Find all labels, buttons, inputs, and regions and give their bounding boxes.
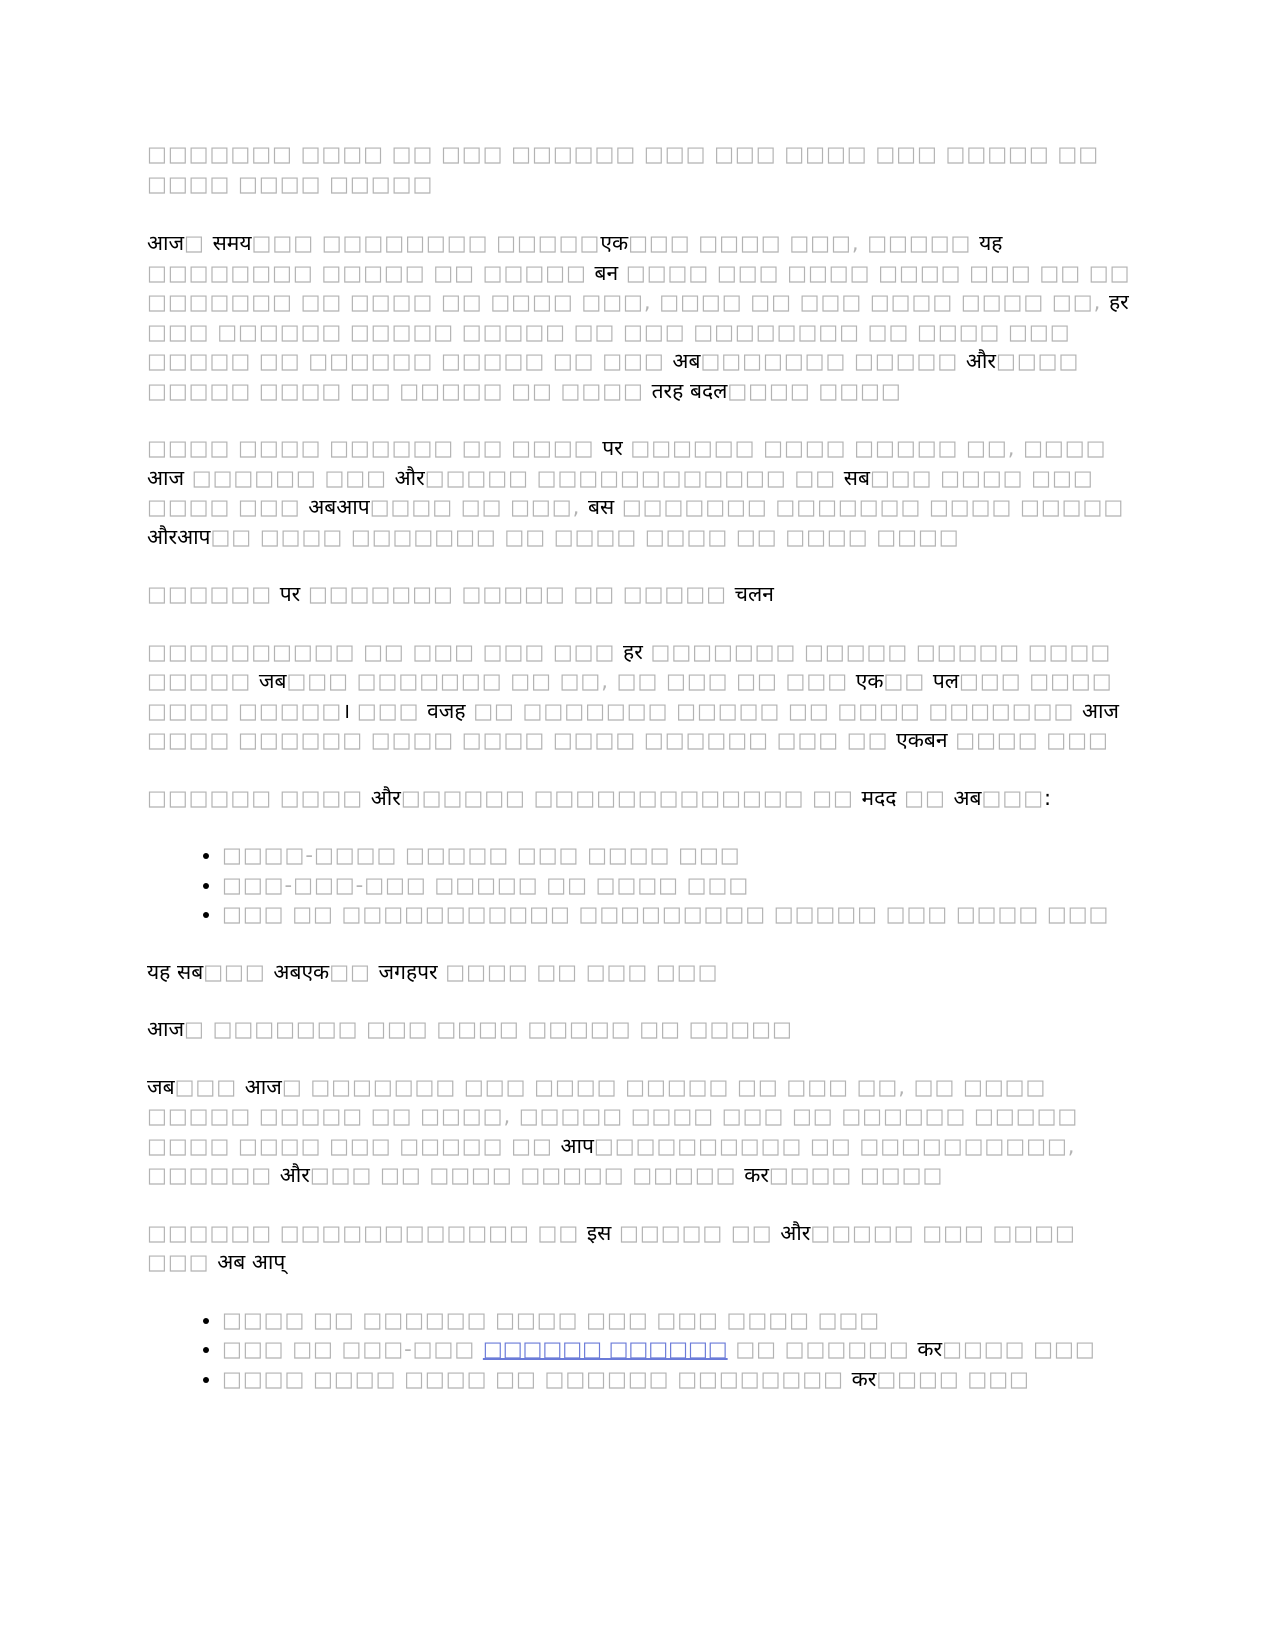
unrendered-glyph-run: □□ (896, 785, 954, 810)
text-run: हर (1108, 290, 1129, 314)
list-item (222, 841, 1137, 871)
paragraph (147, 1015, 1137, 1045)
unrendered-glyph-run: □□□□□□□□□□ □□ □□□ □□□ □□□ (147, 639, 624, 664)
paragraph (147, 638, 1137, 756)
unrendered-glyph-run: □□□□ □□□□□ □□□□ □□ □□□□□ □□ □□□□ (147, 349, 1080, 403)
unrendered-glyph-run: □ □□□□□□□ □□□ □□□□ □□□□□ □□ □□□□□ (184, 1017, 793, 1041)
unrendered-glyph-run: □□□□ □□□□ □□□□□□ □□ □□□□ (147, 436, 603, 460)
unrendered-glyph-run: □□ □□□□□□ (727, 1337, 918, 1361)
text-run: मदद (861, 785, 897, 810)
text-run: वजह (427, 698, 466, 723)
unrendered-glyph-run: □□□ (356, 698, 428, 723)
unrendered-glyph-run: □□□ (203, 959, 274, 984)
unrendered-glyph-run: □□ (883, 669, 933, 693)
text-run: आज (244, 1074, 282, 1099)
text-run: । (342, 698, 357, 723)
list-item (222, 1365, 1137, 1395)
unrendered-glyph-run: □ (184, 231, 213, 255)
unrendered-glyph-run: □□□□-□□□□ □□□□□ □□□ □□□□ □□□ (222, 843, 741, 867)
text-run: और (780, 1220, 811, 1245)
unrendered-glyph-run: □□ □□□□□□□ □□□□□ □□ □□□□ □□□□□□□ (465, 698, 1082, 723)
text-run: इस (586, 1220, 612, 1245)
list-item (222, 871, 1137, 901)
unrendered-glyph-run: □ □□□□□□□ □□□ □□□□ □□□□□ □□ □□□ □□, □□ □□□□ □□□□□ □□□□□ □□ □□□□, □□□□□ □□□□ □□□ □□ □□□□□□ □□□□□ □□□□ □□□□ □□□ □□□□□ □□ (147, 1074, 1079, 1158)
unrendered-glyph-run: □□□ (981, 785, 1045, 810)
paragraph (147, 580, 1137, 610)
unrendered-glyph-run: □□□□□□ □□□□ □□□□□ □□, □□□□ (622, 436, 1107, 460)
unrendered-glyph-run: □□□□ □□□ (947, 728, 1109, 752)
unrendered-glyph-run: □□□□ □□□□ □□□□ □□ □□□□□□ □□□□□□□□ (222, 1366, 852, 1391)
unrendered-glyph-run: □□□□ □□□□□□ □□□□ □□□□ □□□□ □□□□□□ □□□ □□ (147, 728, 897, 752)
text-run: जब (147, 1074, 175, 1099)
document-page (147, 140, 1137, 1422)
unrendered-glyph-run: □□□□□□□ □□□□□ (700, 349, 966, 373)
text-run: जब (258, 669, 287, 693)
unrendered-glyph-run: □□□□□□ □□□□□□□□□□□□□ □□ (400, 785, 862, 810)
unrendered-glyph-run: □□□ □□□□□□□ □□ □□, □□ □□□ □□ □□□ (286, 669, 856, 693)
text-run: और (279, 1163, 310, 1187)
text-run: कर (917, 1337, 943, 1361)
unrendered-glyph-run: □□□ (174, 1074, 245, 1099)
text-run: आप (560, 1133, 594, 1158)
paragraph (147, 1219, 1137, 1278)
unrendered-glyph-run: □□□ □□□□ □□□□ □□□□□ (147, 669, 1113, 723)
text-run: अबएक (273, 959, 330, 984)
text-run: कर (851, 1366, 877, 1391)
list-item (222, 1335, 1137, 1365)
text-run: और (394, 465, 425, 490)
paragraph (147, 434, 1137, 552)
text-run: और (965, 349, 996, 373)
unrendered-glyph-run: □□□□□ □□□ □□□□ □□□ (147, 1220, 1076, 1274)
paragraph (147, 958, 1137, 988)
document-heading (147, 140, 1137, 199)
text-run: : (1044, 785, 1052, 810)
text-run: तरह बदल (651, 378, 728, 403)
unrendered-glyph-run: □□□□ □□□ □□□□ □□□□ □□□ □□ □□ □□□□□□□ □□ □□□□ □□ □□□□ □□□, □□□□ □□ □□□ □□□□ □□□□ □□, (147, 260, 1131, 314)
bullet-list (147, 1306, 1137, 1395)
text-run: पर (279, 582, 301, 606)
text-run: अब (672, 349, 701, 373)
text-run: आज (147, 1017, 185, 1041)
text-run: अब आप् (217, 1250, 286, 1274)
unrendered-glyph-run: □□□□□□□ □□□□□ □□□□□ □□□□ □□□□□ (147, 639, 1112, 693)
unrendered-glyph-run: □□□ □□ □□□-□□□ (222, 1337, 483, 1361)
unrendered-glyph-run: □□□□□□□ □□□□□ □□ □□□□□ (300, 582, 735, 606)
text-run: हर (623, 639, 643, 664)
text-run: पल (932, 669, 960, 693)
unrendered-glyph-run: □□□□□□□ □□□□□□□ □□□□ □□□□□ (614, 495, 1125, 519)
unrendered-glyph-run: □□ (329, 959, 379, 984)
text-run: अब (953, 785, 982, 810)
unrendered-glyph-run: □□□ □□□□ □□□ □□□□ □□□ (147, 465, 1094, 519)
text-run: और (370, 785, 401, 810)
unrendered-glyph-run: □□□ □□□□□□□□ □□□□□ (251, 231, 601, 255)
text-run: एकबन (896, 728, 948, 752)
text-run: कर (744, 1163, 769, 1187)
unrendered-glyph-run: □□□-□□□-□□□ □□□□□ □□ □□□□ □□□ (222, 872, 750, 897)
unrendered-glyph-run: □□□□□□□ □□□□ □□ □□□ □□□□□□ □□□ □□□ □□□□ □□□ □□□□□ □□ □□□□ □□□□ □□□□□ (147, 142, 1100, 196)
text-run: बस (587, 495, 615, 519)
hyperlink[interactable]: □□□□□□ □□□□□□ (482, 1337, 728, 1361)
text-run: यह (979, 231, 1003, 255)
unrendered-glyph-run: □□□□□□□□ □□□□□ □□ □□□□□ (147, 260, 595, 285)
text-run: आज (147, 231, 185, 255)
unrendered-glyph-run: □□□ □□□□□□ □□□□□ □□□□□ □□ □□□ □□□□□□□□ □□ □□□□ □□□ □□□□□ □□ □□□□□□ □□□□□ □□ □□□ (147, 319, 1071, 373)
text-run: एक (855, 669, 884, 693)
text-run: औरआप (147, 524, 211, 549)
text-run: पर (602, 436, 623, 460)
text-run: सब (843, 465, 870, 490)
text-run: आज (1081, 698, 1120, 723)
list-item (222, 900, 1137, 930)
unrendered-glyph-run: □□□□□□ □□□ (184, 465, 395, 490)
unrendered-glyph-run: □□□□ □□□□ (727, 378, 902, 403)
text-run: जगहपर (378, 959, 438, 984)
unrendered-glyph-run: □□□□ □□□□ (768, 1163, 944, 1187)
unrendered-glyph-run: □□□□□□□□□□ □□ □□□□□□□□□□, □□□□□□ (147, 1133, 1076, 1187)
unrendered-glyph-run: □□□□ □□ □□□ □□□ (437, 959, 719, 984)
text-run: यह सब (147, 959, 204, 984)
unrendered-glyph-run: □□□□ □□□ (876, 1366, 1030, 1391)
paragraph (147, 229, 1137, 406)
bullet-list (147, 841, 1137, 930)
text-run: बन (594, 260, 619, 285)
unrendered-glyph-run: □□□□ □□ □□□, (369, 495, 588, 519)
text-run: एक (600, 231, 629, 255)
paragraph (147, 784, 1137, 814)
text-run: अबआप (308, 495, 370, 519)
unrendered-glyph-run: □□□□□□ □□□□□□□□□□□□ □□ (147, 1220, 587, 1245)
unrendered-glyph-run: □□□□□□ (147, 582, 280, 606)
unrendered-glyph-run: □□□□□ □□□□□□□□□□□□ □□ (424, 465, 844, 490)
text-run: आज (147, 465, 185, 490)
unrendered-glyph-run: □□□□ □□ □□□□□□ □□□□ □□□ □□□ □□□□ □□□ (222, 1307, 881, 1332)
paragraph (147, 1073, 1137, 1191)
text-run: चलन (734, 582, 774, 606)
list-item (222, 1306, 1137, 1336)
unrendered-glyph-run: □□□ □□ □□□□ □□□□□ □□□□□ (309, 1163, 745, 1187)
unrendered-glyph-run: □□□ □□ □□□□□□□□□□□ □□□□□□□□□ □□□□□ □□□ □□□□ □□□ (222, 902, 1110, 926)
unrendered-glyph-run: □□ □□□□ □□□□□□□ □□ □□□□ □□□□ □□ □□□□ □□□□ (210, 524, 960, 549)
unrendered-glyph-run: □□□ □□□□ □□□, □□□□□ (628, 231, 980, 255)
unrendered-glyph-run: □□□□□ □□ (611, 1220, 781, 1245)
unrendered-glyph-run: □□□□□□ □□□□ (147, 785, 371, 810)
text-run: समय (212, 231, 252, 255)
unrendered-glyph-run: □□□□ □□□ (942, 1337, 1096, 1361)
